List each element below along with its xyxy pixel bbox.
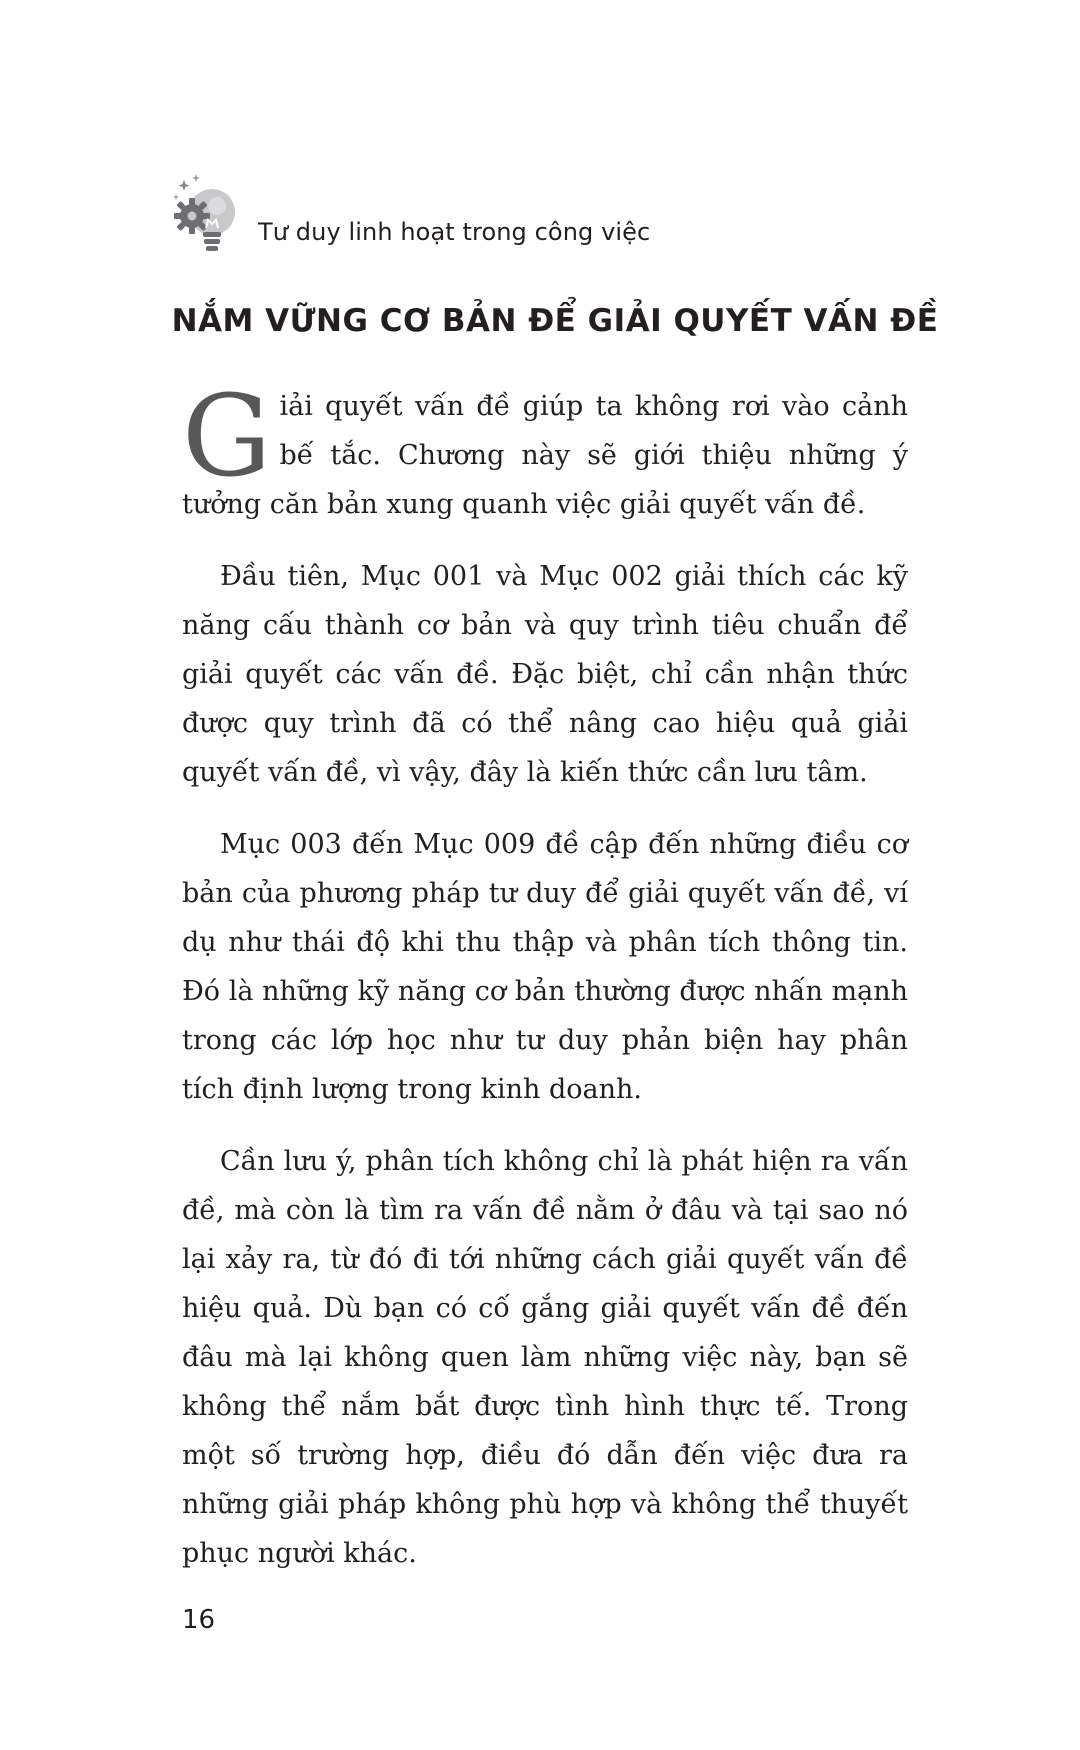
page-number: 16	[182, 1605, 216, 1635]
chapter-title: NẮM VỮNG CƠ BẢN ĐỂ GIẢI QUYẾT VẤN ĐỀ	[171, 302, 939, 339]
drop-cap: G	[182, 372, 272, 502]
lightbulb-gear-icon	[170, 172, 250, 262]
body-text	[182, 372, 908, 1601]
paragraph-3: Mục 003 đến Mục 009 đề cập đến những điều cơ bản của phương pháp tư duy để giải quyết vấn đề, ví dụ như thái độ khi thu thập và phân tích thông tin. Đó là những kỹ năng cơ bản thường được nhấn mạnh trong các lớp học như tư duy phản biện hay phân tích định lượng trong kinh doanh.	[182, 829, 908, 1105]
running-header	[170, 172, 930, 262]
paragraph-1-text: iải quyết vấn đề giúp ta không rơi vào cảnh bế tắc. Chương này sẽ giới thiệu những ý tưởng căn bản xung quanh việc giải quyết vấn đề.	[182, 391, 908, 520]
paragraph-4: Cần lưu ý, phân tích không chỉ là phát hiện ra vấn đề, mà còn là tìm ra vấn đề nằm ở đâu và tại sao nó lại xảy ra, từ đó đi tới những cách giải quyết vấn đề hiệu quả. Dù bạn có cố gắng giải quyết vấn đề đến đâu mà lại không quen làm những việc này, bạn sẽ không thể nắm bắt được tình hình thực tế. Trong một số trường hợp, điều đó dẫn đến việc đưa ra những giải pháp không phù hợp và không thể thuyết phục người khác.	[182, 1146, 908, 1569]
running-header-title: Tư duy linh hoạt trong công việc	[258, 218, 651, 246]
paragraph-1	[182, 372, 908, 529]
paragraph-2: Đầu tiên, Mục 001 và Mục 002 giải thích các kỹ năng cấu thành cơ bản và quy trình tiêu chuẩn để giải quyết các vấn đề. Đặc biệt, chỉ cần nhận thức được quy trình đã có thể nâng cao hiệu quả giải quyết vấn đề, vì vậy, đây là kiến thức cần lưu tâm.	[182, 561, 908, 788]
